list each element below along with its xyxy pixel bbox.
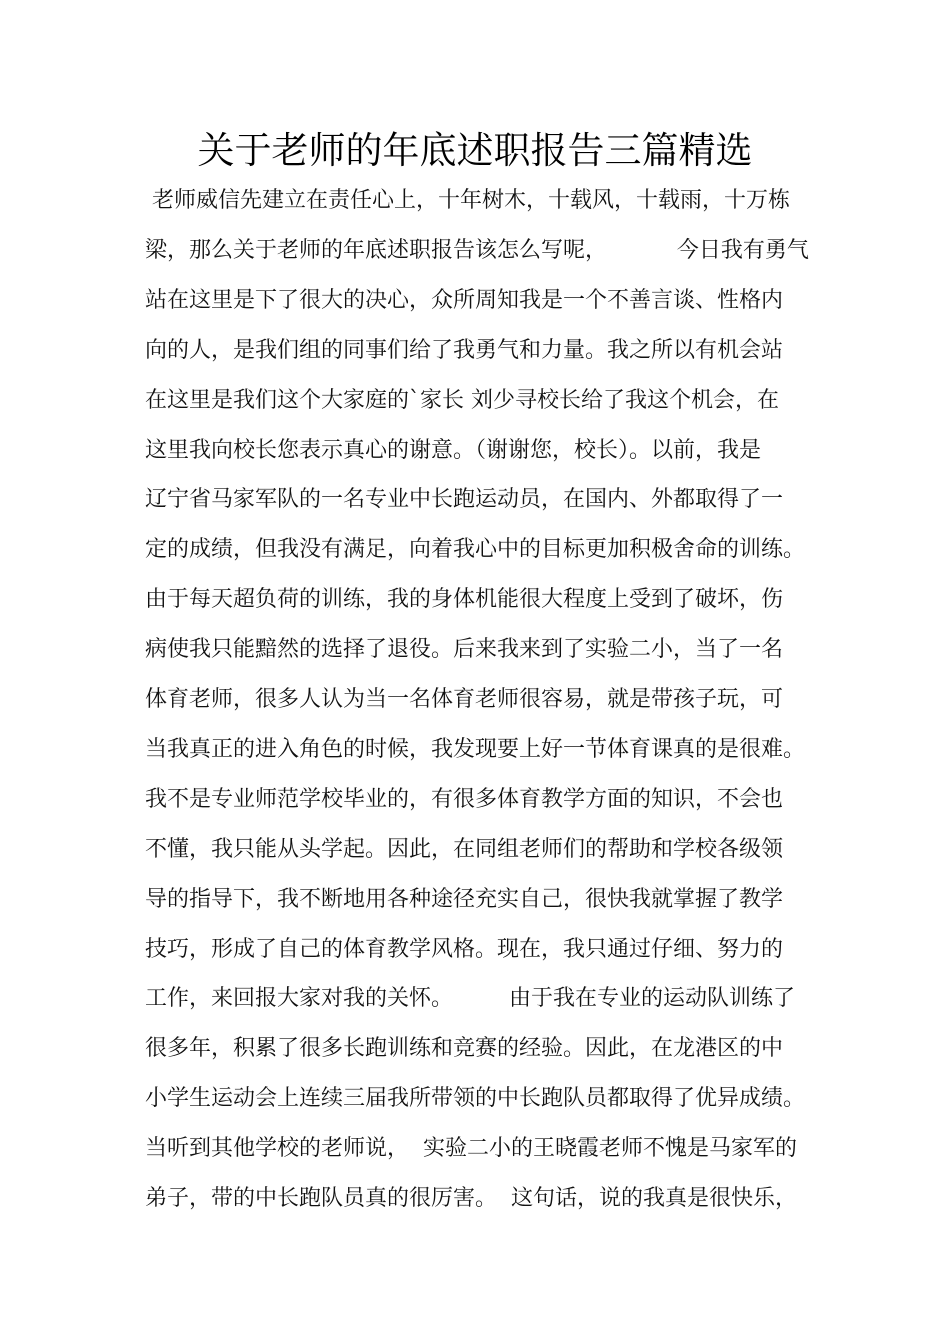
body-text-line: 当听到其他学校的老师说， 实验二小的王晓霞老师不愧是马家军的: [145, 1136, 797, 1161]
body-text-line: 老师威信先建立在责任心上，十年树木，十载风，十载雨，十万栋: [145, 188, 790, 213]
body-text-line: 工作，来回报大家对我的关怀。 由于我在专业的运动队训练了: [145, 986, 795, 1011]
body-text-line: 站在这里是下了很大的决心，众所周知我是一个不善言谈、性格内: [145, 288, 784, 313]
body-text-line: 向的人，是我们组的同事们给了我勇气和力量。我之所以有机会站: [145, 338, 784, 363]
body-text-line: 小学生运动会上连续三届我所带领的中长跑队员都取得了优异成绩。: [145, 1086, 806, 1111]
body-text-line: 由于每天超负荷的训练，我的身体机能很大程度上受到了破坏，伤: [145, 587, 784, 612]
body-text-line: 病使我只能黯然的选择了退役。后来我来到了实验二小，当了一名: [145, 637, 784, 662]
body-text-line: 我不是专业师范学校毕业的，有很多体育教学方面的知识，不会也: [145, 787, 784, 812]
body-text-line: 体育老师，很多人认为当一名体育老师很容易，就是带孩子玩，可: [145, 687, 784, 712]
body-text-line: 辽宁省马家军队的一名专业中长跑运动员，在国内、外都取得了一: [145, 487, 784, 512]
body-text-line: 定的成绩，但我没有满足，向着我心中的目标更加积极舍命的训练。: [145, 537, 806, 562]
body-text-line: 技巧，形成了自己的体育教学风格。现在，我只通过仔细、努力的: [145, 937, 784, 962]
body-text-line: 当我真正的进入角色的时候，我发现要上好一节体育课真的是很难。: [145, 737, 806, 762]
body-text-line: 在这里是我们这个大家庭的`家长 刘少寻校长给了我这个机会，在: [145, 388, 779, 413]
body-text-line: 不懂，我只能从头学起。因此，在同组老师们的帮助和学校各级领: [145, 837, 784, 862]
body-text-line: 弟子，带的中长跑队员真的很厉害。 这句话，说的我真是很快乐，: [145, 1186, 797, 1211]
body-text-line: 导的指导下，我不断地用各种途径充实自己，很快我就掌握了教学: [145, 887, 784, 912]
body-text-line: 很多年，积累了很多长跑训练和竞赛的经验。因此，在龙港区的中: [145, 1036, 784, 1061]
body-text-line: 这里我向校长您表示真心的谢意。（谢谢您，校长）。以前，我是: [145, 438, 762, 463]
body-text-line: 梁，那么关于老师的年底述职报告该怎么写呢， 今日我有勇气: [145, 238, 809, 263]
document-title: 关于老师的年底述职报告三篇精选: [197, 129, 753, 172]
